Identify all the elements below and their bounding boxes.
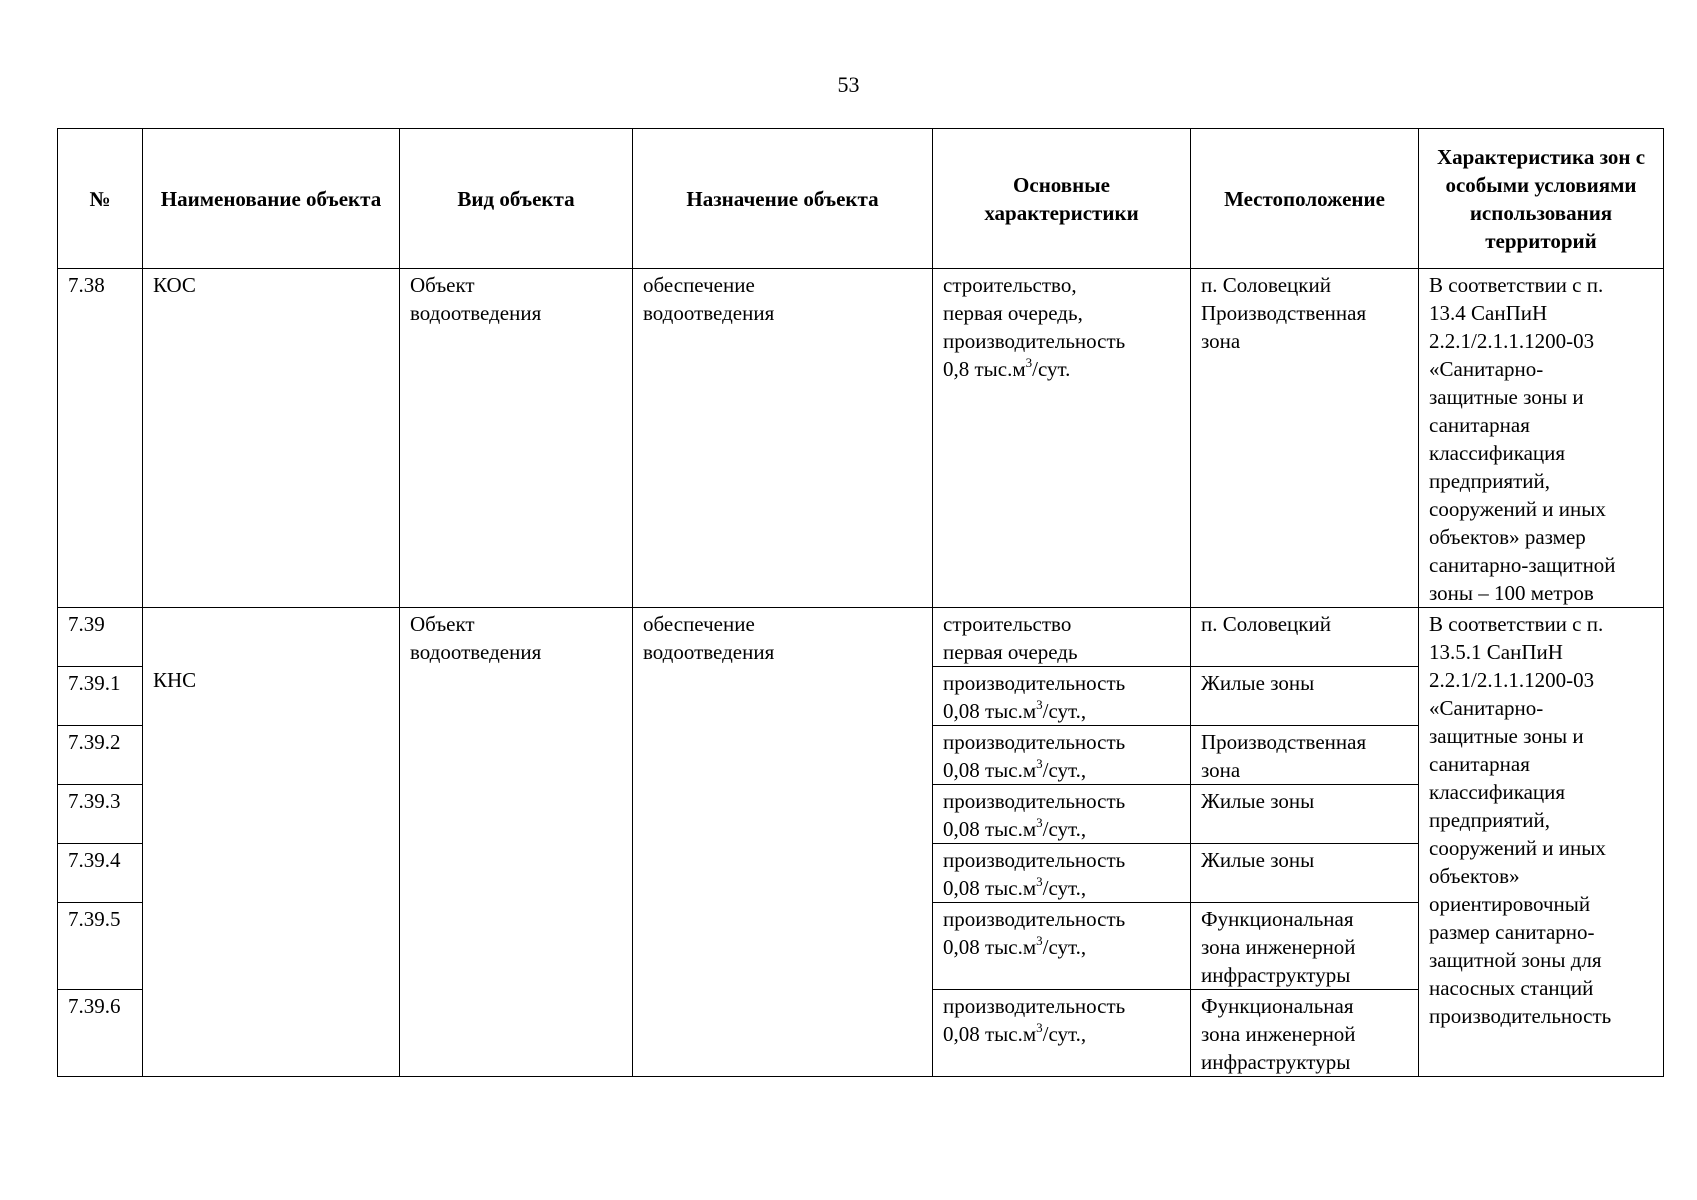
text-line: производительность <box>943 848 1126 872</box>
text-line: сооружений и иных <box>1429 836 1606 860</box>
row-number: 7.39 <box>58 608 143 667</box>
main-characteristics <box>933 903 1191 990</box>
row-number: 7.39.4 <box>58 844 143 903</box>
capacity-superscript: 3 <box>1036 1020 1043 1035</box>
location <box>1191 726 1419 785</box>
capacity-unit: /сут. <box>1032 357 1071 381</box>
text-line: санитарно-защитной <box>1429 553 1616 577</box>
text-line: «Санитарно- <box>1429 696 1544 720</box>
text-line: инфраструктуры <box>1201 963 1351 987</box>
capacity-line <box>943 355 1180 383</box>
capacity-superscript: 3 <box>1036 815 1043 830</box>
capacity-unit: /сут., <box>1042 758 1087 782</box>
text-line: производительность <box>943 789 1126 813</box>
header-location: Местоположение <box>1191 129 1419 269</box>
capacity-line <box>943 1020 1180 1048</box>
text-line: строительство <box>943 612 1072 636</box>
text-line: зоны – 100 метров <box>1429 581 1594 605</box>
text-line: производительность <box>943 329 1126 353</box>
location <box>1191 903 1419 990</box>
capacity-line <box>943 933 1180 961</box>
text-line: 2.2.1/2.1.1.1200-03 <box>1429 329 1595 353</box>
text-line: «Санитарно- <box>1429 357 1544 381</box>
text-line: зона <box>1201 329 1241 353</box>
text-line: первая очередь, <box>943 301 1083 325</box>
object-purpose <box>633 269 933 608</box>
text-line: Функциональная <box>1201 907 1354 931</box>
objects-table <box>57 128 1664 1077</box>
main-characteristics <box>933 608 1191 667</box>
header-num: № <box>58 129 143 269</box>
header-zones: Характеристика зон с особыми условиями использования территорий <box>1419 129 1664 269</box>
text-line: В соответствии с п. <box>1429 273 1604 297</box>
text-line: классификация <box>1429 780 1566 804</box>
capacity-value: 0,08 тыс.м <box>943 1022 1037 1046</box>
text-line: зона <box>1201 758 1241 782</box>
header-name: Наименование объекта <box>143 129 400 269</box>
header-purpose: Назначение объекта <box>633 129 933 269</box>
capacity-superscript: 3 <box>1036 697 1043 712</box>
text-line: обеспечение <box>643 273 755 297</box>
text-line: сооружений и иных <box>1429 497 1606 521</box>
capacity-unit: /сут., <box>1042 935 1087 959</box>
capacity-value: 0,08 тыс.м <box>943 699 1037 723</box>
location <box>1191 269 1419 608</box>
location <box>1191 990 1419 1077</box>
text-line: размер санитарно- <box>1429 920 1595 944</box>
capacity-line <box>943 815 1180 843</box>
text-line: водоотведения <box>410 301 542 325</box>
text-line: защитной зоны для <box>1429 948 1602 972</box>
capacity-superscript: 3 <box>1036 874 1043 889</box>
text-line: производительность <box>943 671 1126 695</box>
row-number: 7.39.5 <box>58 903 143 990</box>
text-line: санитарная <box>1429 752 1530 776</box>
text-line: водоотведения <box>643 640 775 664</box>
capacity-superscript: 3 <box>1036 756 1043 771</box>
text-line: зона инженерной <box>1201 935 1356 959</box>
capacity-value: 0,8 тыс.м <box>943 357 1026 381</box>
text-line: 2.2.1/2.1.1.1200-03 <box>1429 668 1595 692</box>
row-number: 7.39.2 <box>58 726 143 785</box>
object-name: КНС <box>143 608 400 1077</box>
text-line: защитные зоны и <box>1429 385 1584 409</box>
location <box>1191 667 1419 726</box>
text-line: Жилые зоны <box>1201 789 1315 813</box>
capacity-value: 0,08 тыс.м <box>943 817 1037 841</box>
text-line: водоотведения <box>643 301 775 325</box>
text-line: Жилые зоны <box>1201 671 1315 695</box>
text-line: объектов» <box>1429 864 1520 888</box>
text-line: Объект <box>410 612 475 636</box>
text-line: инфраструктуры <box>1201 1050 1351 1074</box>
header-main-characteristics: Основные характеристики <box>933 129 1191 269</box>
capacity-unit: /сут., <box>1042 876 1087 900</box>
capacity-line <box>943 756 1180 784</box>
text-line: классификация <box>1429 441 1566 465</box>
table-row <box>58 608 1664 667</box>
capacity-value: 0,08 тыс.м <box>943 935 1037 959</box>
text-line: первая очередь <box>943 640 1078 664</box>
capacity-unit: /сут., <box>1042 699 1087 723</box>
text-line: защитные зоны и <box>1429 724 1584 748</box>
object-type <box>400 608 633 1077</box>
text-line: п. Соловецкий <box>1201 273 1331 297</box>
text-line: Объект <box>410 273 475 297</box>
object-type <box>400 269 633 608</box>
main-characteristics <box>933 990 1191 1077</box>
main-characteristics <box>933 269 1191 608</box>
capacity-superscript: 3 <box>1036 933 1043 948</box>
row-number: 7.39.1 <box>58 667 143 726</box>
text-line: Производственная <box>1201 730 1367 754</box>
table-row <box>58 269 1664 608</box>
object-purpose <box>633 608 933 1077</box>
text-line: насосных станций <box>1429 976 1594 1000</box>
text-line: водоотведения <box>410 640 542 664</box>
row-number: 7.38 <box>58 269 143 608</box>
text-line: производительность <box>1429 1004 1612 1028</box>
capacity-unit: /сут., <box>1042 1022 1087 1046</box>
table-header-row <box>58 129 1664 269</box>
capacity-line <box>943 697 1180 725</box>
text-line: ориентировочный <box>1429 892 1591 916</box>
text-line: зона инженерной <box>1201 1022 1356 1046</box>
text-line: 13.5.1 СанПиН <box>1429 640 1563 664</box>
main-characteristics <box>933 785 1191 844</box>
text-line: 13.4 СанПиН <box>1429 301 1548 325</box>
header-type: Вид объекта <box>400 129 633 269</box>
object-name: КОС <box>143 269 400 608</box>
location <box>1191 785 1419 844</box>
text-line: производительность <box>943 994 1126 1018</box>
capacity-superscript: 3 <box>1025 355 1033 370</box>
text-line: объектов» размер <box>1429 525 1586 549</box>
row-number: 7.39.6 <box>58 990 143 1077</box>
text-line: предприятий, <box>1429 469 1551 493</box>
capacity-unit: /сут., <box>1042 817 1087 841</box>
text-line: санитарная <box>1429 413 1530 437</box>
capacity-line <box>943 874 1180 902</box>
zones-characteristics <box>1419 269 1664 608</box>
text-line: Функциональная <box>1201 994 1354 1018</box>
location <box>1191 844 1419 903</box>
capacity-value: 0,08 тыс.м <box>943 876 1037 900</box>
zones-characteristics <box>1419 608 1664 1077</box>
row-number: 7.39.3 <box>58 785 143 844</box>
text-line: обеспечение <box>643 612 755 636</box>
page-number: 53 <box>837 72 860 97</box>
location: п. Соловецкий <box>1191 608 1419 667</box>
text-line: предприятий, <box>1429 808 1551 832</box>
main-characteristics <box>933 667 1191 726</box>
text-line: В соответствии с п. <box>1429 612 1604 636</box>
text-line: производительность <box>943 907 1126 931</box>
text-line: Жилые зоны <box>1201 848 1315 872</box>
main-characteristics <box>933 844 1191 903</box>
text-line: производительность <box>943 730 1126 754</box>
main-characteristics <box>933 726 1191 785</box>
text-line: Производственная <box>1201 301 1367 325</box>
capacity-value: 0,08 тыс.м <box>943 758 1037 782</box>
text-line: строительство, <box>943 273 1077 297</box>
